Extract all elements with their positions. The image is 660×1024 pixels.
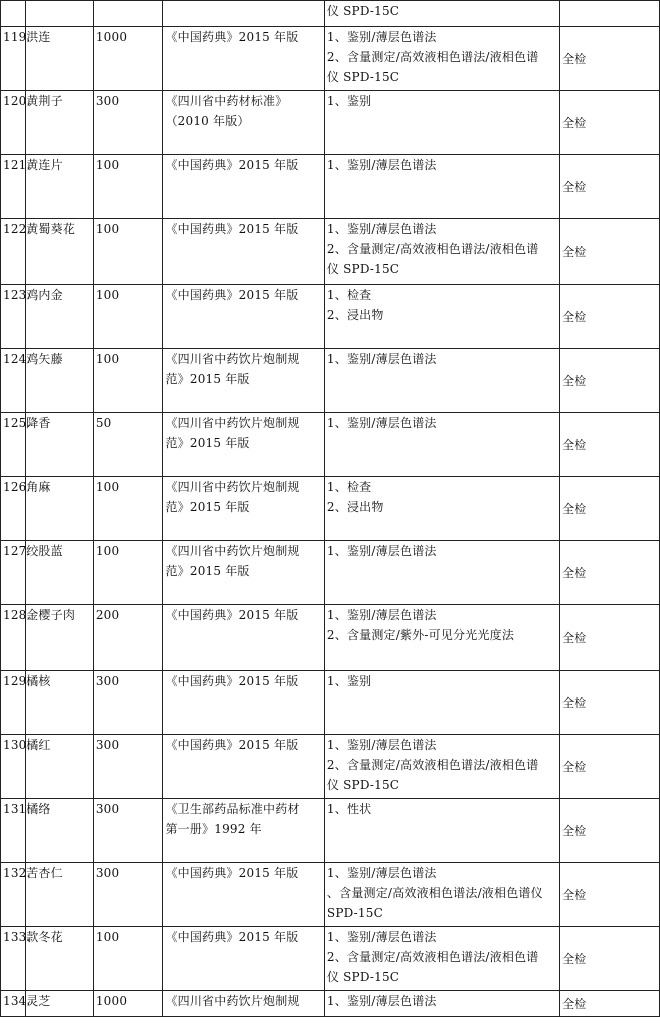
- standard-line: 范》2015 年版: [165, 372, 250, 386]
- row-number: 132.: [1, 863, 26, 927]
- row-number: 126.: [1, 477, 26, 541]
- table-row: [1, 1, 660, 27]
- quantity: 300: [93, 91, 163, 155]
- standard-cell: [163, 799, 324, 863]
- test-items-cell: [324, 413, 559, 477]
- test-items-cell: [324, 27, 559, 91]
- row-number: 134.: [1, 991, 26, 1017]
- standard-cell: [163, 541, 324, 605]
- quantity: 100: [93, 155, 163, 219]
- table-body: [1, 1, 660, 1017]
- test-item-line: 仪 SPD-15C: [326, 70, 400, 84]
- quantity: 300: [93, 863, 163, 927]
- inspection-result: 全检: [560, 671, 660, 735]
- standard-cell: [163, 413, 324, 477]
- quantity: 100: [93, 219, 163, 285]
- test-items-cell: [324, 349, 559, 413]
- test-items-cell: [324, 605, 559, 671]
- standard-cell: [163, 671, 324, 735]
- test-items-cell: [324, 219, 559, 285]
- herb-name: 黄连片: [26, 155, 94, 219]
- test-item-line: 1、鉴别: [326, 674, 372, 688]
- table-row: [1, 413, 660, 477]
- inspection-result: 全检: [560, 863, 660, 927]
- standard-line: 《四川省中药饮片炮制规: [165, 480, 300, 494]
- row-number: 131.: [1, 799, 26, 863]
- quantity: 100: [93, 927, 163, 991]
- test-item-line: SPD-15C: [326, 906, 383, 920]
- test-items-cell: [324, 285, 559, 349]
- quantity: 100: [93, 541, 163, 605]
- row-number: 123.: [1, 285, 26, 349]
- quantity: 300: [93, 735, 163, 799]
- inspection-result: 全检: [560, 477, 660, 541]
- standard-line: 《中国药典》2015 年版: [165, 608, 299, 622]
- standard-line: 范》2015 年版: [165, 436, 250, 450]
- test-item-line: 1、鉴别/薄层色谱法: [326, 930, 437, 944]
- test-items-cell: [324, 91, 559, 155]
- standard-line: 《四川省中药饮片炮制规: [165, 994, 300, 1008]
- quantity: 1000: [93, 991, 163, 1017]
- test-item-line: 1、鉴别/薄层色谱法: [326, 866, 437, 880]
- standard-line: 《中国药典》2015 年版: [165, 30, 299, 44]
- test-item-line: 1、鉴别/薄层色谱法: [326, 158, 437, 172]
- inspection-result: 全检: [560, 155, 660, 219]
- standard-line: 《中国药典》2015 年版: [165, 930, 299, 944]
- test-items-cell: [324, 863, 559, 927]
- test-items-cell: [324, 735, 559, 799]
- test-items-cell: [324, 541, 559, 605]
- table-row: [1, 477, 660, 541]
- standard-cell: [163, 477, 324, 541]
- row-number: 120.: [1, 91, 26, 155]
- standard-line: 《四川省中药材标准》: [165, 94, 288, 108]
- inspection-result: 全检: [560, 541, 660, 605]
- herb-name: [26, 1, 94, 27]
- standard-cell: [163, 349, 324, 413]
- standard-cell: [163, 285, 324, 349]
- test-item-line: 、含量测定/高效液相色谱法/液相色谱仪: [326, 886, 543, 900]
- inspection-result: 全检: [560, 91, 660, 155]
- standard-cell: [163, 1, 324, 27]
- quantity: 100: [93, 477, 163, 541]
- table-row: [1, 991, 660, 1017]
- herb-name: 橘核: [26, 671, 94, 735]
- herb-name: 洪连: [26, 27, 94, 91]
- table-row: [1, 27, 660, 91]
- table-row: [1, 863, 660, 927]
- standard-cell: [163, 863, 324, 927]
- row-number: 119.: [1, 27, 26, 91]
- standard-line: 《中国药典》2015 年版: [165, 674, 299, 688]
- inspection-result: 全检: [560, 285, 660, 349]
- test-item-line: 2、含量测定/高效液相色谱法/液相色谱: [326, 758, 539, 772]
- test-items-cell: [324, 1, 559, 27]
- inspection-result: 全检: [560, 413, 660, 477]
- herb-name: 橘络: [26, 799, 94, 863]
- quantity: 200: [93, 605, 163, 671]
- quantity: 300: [93, 671, 163, 735]
- standard-line: 范》2015 年版: [165, 564, 250, 578]
- test-item-line: 1、鉴别/薄层色谱法: [326, 30, 437, 44]
- test-item-line: 2、浸出物: [326, 308, 384, 322]
- quantity: 50: [93, 413, 163, 477]
- standard-cell: [163, 605, 324, 671]
- standard-line: 《中国药典》2015 年版: [165, 222, 299, 236]
- test-items-cell: [324, 927, 559, 991]
- standard-cell: [163, 155, 324, 219]
- test-item-line: 1、鉴别/薄层色谱法: [326, 608, 437, 622]
- test-items-cell: [324, 477, 559, 541]
- standard-line: 《中国药典》2015 年版: [165, 866, 299, 880]
- herb-name: 金樱子肉: [26, 605, 94, 671]
- table-row: [1, 735, 660, 799]
- inspection-result: 全检: [560, 927, 660, 991]
- standard-line: 《中国药典》2015 年版: [165, 738, 299, 752]
- row-number: 124.: [1, 349, 26, 413]
- test-item-line: 2、含量测定/高效液相色谱法/液相色谱: [326, 950, 539, 964]
- row-number: 133.: [1, 927, 26, 991]
- table-row: [1, 91, 660, 155]
- standard-line: 范》2015 年版: [165, 500, 250, 514]
- test-item-line: 1、鉴别/薄层色谱法: [326, 738, 437, 752]
- test-item-line: 仪 SPD-15C: [326, 778, 400, 792]
- table-row: [1, 799, 660, 863]
- standard-line: 《中国药典》2015 年版: [165, 288, 299, 302]
- row-number: 130.: [1, 735, 26, 799]
- herb-name: 灵芝: [26, 991, 94, 1017]
- test-item-line: 1、鉴别/薄层色谱法: [326, 994, 437, 1008]
- row-number: 127.: [1, 541, 26, 605]
- standard-line: 《四川省中药饮片炮制规: [165, 416, 300, 430]
- quantity: 1000: [93, 27, 163, 91]
- herb-name: 绞股蓝: [26, 541, 94, 605]
- table-row: [1, 155, 660, 219]
- standard-cell: [163, 91, 324, 155]
- table-row: [1, 927, 660, 991]
- test-item-line: 2、浸出物: [326, 500, 384, 514]
- row-number: 125.: [1, 413, 26, 477]
- test-item-line: 1、鉴别/薄层色谱法: [326, 416, 437, 430]
- table-row: [1, 671, 660, 735]
- standard-cell: [163, 219, 324, 285]
- standard-line: 《卫生部药品标准中药材: [165, 802, 300, 816]
- row-number: 129.: [1, 671, 26, 735]
- inspection-result: 全检: [560, 219, 660, 285]
- table-row: [1, 219, 660, 285]
- test-item-line: 1、检查: [326, 288, 372, 302]
- row-number: 122.: [1, 219, 26, 285]
- standard-line: 《四川省中药饮片炮制规: [165, 352, 300, 366]
- herb-name: 鸡矢藤: [26, 349, 94, 413]
- test-item-line: 2、含量测定/高效液相色谱法/液相色谱: [326, 242, 539, 256]
- herb-name: 黄蜀葵花: [26, 219, 94, 285]
- test-item-line: 1、鉴别/薄层色谱法: [326, 222, 437, 236]
- quantity: 300: [93, 799, 163, 863]
- standard-line: 第一册》1992 年: [165, 822, 262, 836]
- herb-name: 款冬花: [26, 927, 94, 991]
- table-row: [1, 349, 660, 413]
- standard-cell: [163, 735, 324, 799]
- test-items-cell: [324, 991, 559, 1017]
- test-item-line: 1、鉴别/薄层色谱法: [326, 544, 437, 558]
- test-item-line: 1、鉴别/薄层色谱法: [326, 352, 437, 366]
- inspection-result: 全检: [560, 27, 660, 91]
- row-number: [1, 1, 26, 27]
- row-number: 128.: [1, 605, 26, 671]
- standard-cell: [163, 991, 324, 1017]
- standard-cell: [163, 927, 324, 991]
- inspection-result: 全检: [560, 799, 660, 863]
- inspection-result: 全检: [560, 735, 660, 799]
- test-item-line: 1、鉴别: [326, 94, 372, 108]
- table-row: [1, 541, 660, 605]
- inspection-result: 全检: [560, 605, 660, 671]
- quantity: [93, 1, 163, 27]
- test-item-line: 2、含量测定/紫外-可见分光光度法: [326, 628, 515, 642]
- standard-line: 《中国药典》2015 年版: [165, 158, 299, 172]
- test-items-cell: [324, 799, 559, 863]
- test-item-line: 仪 SPD-15C: [326, 262, 400, 276]
- herb-name: 黄荆子: [26, 91, 94, 155]
- herb-name: 鸡内金: [26, 285, 94, 349]
- test-items-cell: [324, 671, 559, 735]
- test-item-line: 1、性状: [326, 802, 372, 816]
- herb-name: 角麻: [26, 477, 94, 541]
- test-item-line: 仪 SPD-15C: [326, 970, 400, 984]
- inspection-result: 全检: [560, 991, 660, 1017]
- inspection-result: [560, 1, 660, 27]
- herb-name: 降香: [26, 413, 94, 477]
- inspection-result: 全检: [560, 349, 660, 413]
- standard-line: 《四川省中药饮片炮制规: [165, 544, 300, 558]
- standard-cell: [163, 27, 324, 91]
- herb-name: 苦杏仁: [26, 863, 94, 927]
- standard-line: （2010 年版）: [165, 114, 250, 128]
- test-item-line: 1、检查: [326, 480, 372, 494]
- table-row: [1, 605, 660, 671]
- quantity: 100: [93, 349, 163, 413]
- quantity: 100: [93, 285, 163, 349]
- table-row: [1, 285, 660, 349]
- row-number: 121.: [1, 155, 26, 219]
- test-items-cell: [324, 155, 559, 219]
- test-item-line: 2、含量测定/高效液相色谱法/液相色谱: [326, 50, 539, 64]
- test-item-line: 仪 SPD-15C: [326, 4, 400, 18]
- herb-name: 橘红: [26, 735, 94, 799]
